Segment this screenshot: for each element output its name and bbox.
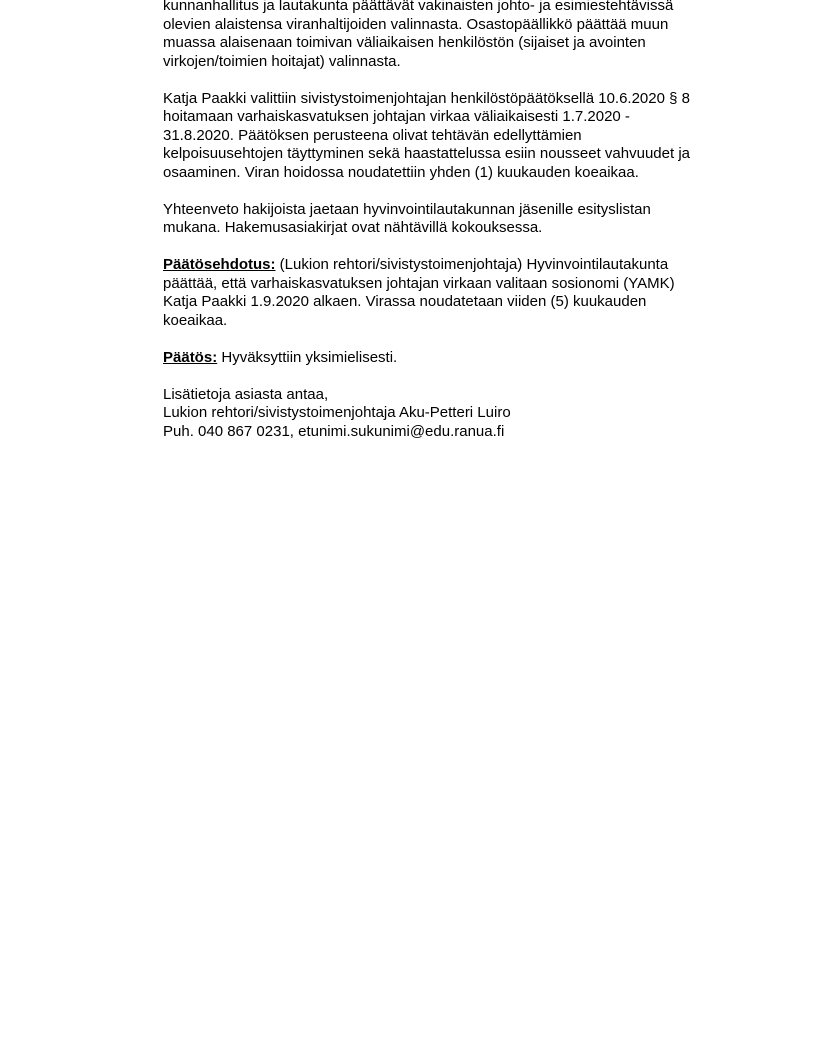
decision-label: Päätös: bbox=[163, 348, 218, 366]
text-line: Katja Paakki valittiin sivistystoimenjohtajan henkilöstöpäätöksellä 10.6.2020 § 8 bbox=[163, 89, 690, 107]
paragraph-applicant-summary bbox=[163, 201, 733, 238]
text-line: koeaikaa. bbox=[163, 311, 228, 329]
proposal-first-line-text: (Lukion rehtori/sivistystoimenjohtaja) Hyvinvointilautakunta bbox=[275, 256, 669, 273]
text-line: hoitamaan varhaiskasvatuksen johtajan virkaa väliaikaisesti 1.7.2020 - bbox=[163, 108, 630, 125]
contact-info bbox=[163, 386, 733, 442]
decision-line bbox=[163, 349, 733, 368]
decision-proposal bbox=[163, 256, 733, 330]
contact-phone-email: Puh. 040 867 0231, etunimi.sukunimi@edu.ranua.fi bbox=[163, 422, 505, 440]
text-line: kelpoisuusehtojen täyttyminen sekä haastattelussa esiin nousseet vahvuudet ja bbox=[163, 145, 690, 162]
document-body bbox=[163, 0, 733, 460]
text-line: virkojen/toimien hoitajat) valinnasta. bbox=[163, 52, 401, 70]
contact-person: Lukion rehtori/sivistystoimenjohtaja Aku-Petteri Luiro bbox=[163, 404, 511, 421]
text-line: olevien alaistensa viranhaltijoiden valinnasta. Osastopäällikkö päättää muun bbox=[163, 15, 669, 33]
paragraph-interim-appointment bbox=[163, 90, 733, 183]
proposal-label: Päätösehdotus: bbox=[163, 256, 276, 273]
contact-intro: Lisätietoja asiasta antaa, bbox=[163, 385, 329, 403]
text-line: mukana. Hakemusasiakirjat ovat nähtävillä kokouksessa. bbox=[163, 219, 543, 236]
paragraph-selection-authority bbox=[163, 0, 733, 71]
text-line: osaaminen. Viran hoidossa noudatettiin yhden (1) kuukauden koeaikaa. bbox=[163, 163, 639, 181]
text-line: Katja Paakki 1.9.2020 alkaen. Virassa noudatetaan viiden (5) kuukauden bbox=[163, 293, 647, 310]
decision bbox=[163, 349, 733, 368]
text-line: muassa alaisenaan toimivan väliaikaisen henkilöstön (sijaiset ja avointen bbox=[163, 34, 646, 51]
text-line: kunnanhallitus ja lautakunta päättävät vakinaisten johto- ja esimiestehtävissä bbox=[163, 0, 674, 14]
decision-text: Hyväksyttiin yksimielisesti. bbox=[217, 348, 398, 366]
text-line: päättää, että varhaiskasvatuksen johtajan virkaan valitaan sosionomi (YAMK) bbox=[163, 274, 675, 292]
proposal-first-line bbox=[163, 256, 733, 275]
text-line: Yhteenveto hakijoista jaetaan hyvinvointilautakunnan jäsenille esityslistan bbox=[163, 200, 651, 218]
text-line: 31.8.2020. Päätöksen perusteena olivat tehtävän edellyttämien bbox=[163, 126, 582, 144]
